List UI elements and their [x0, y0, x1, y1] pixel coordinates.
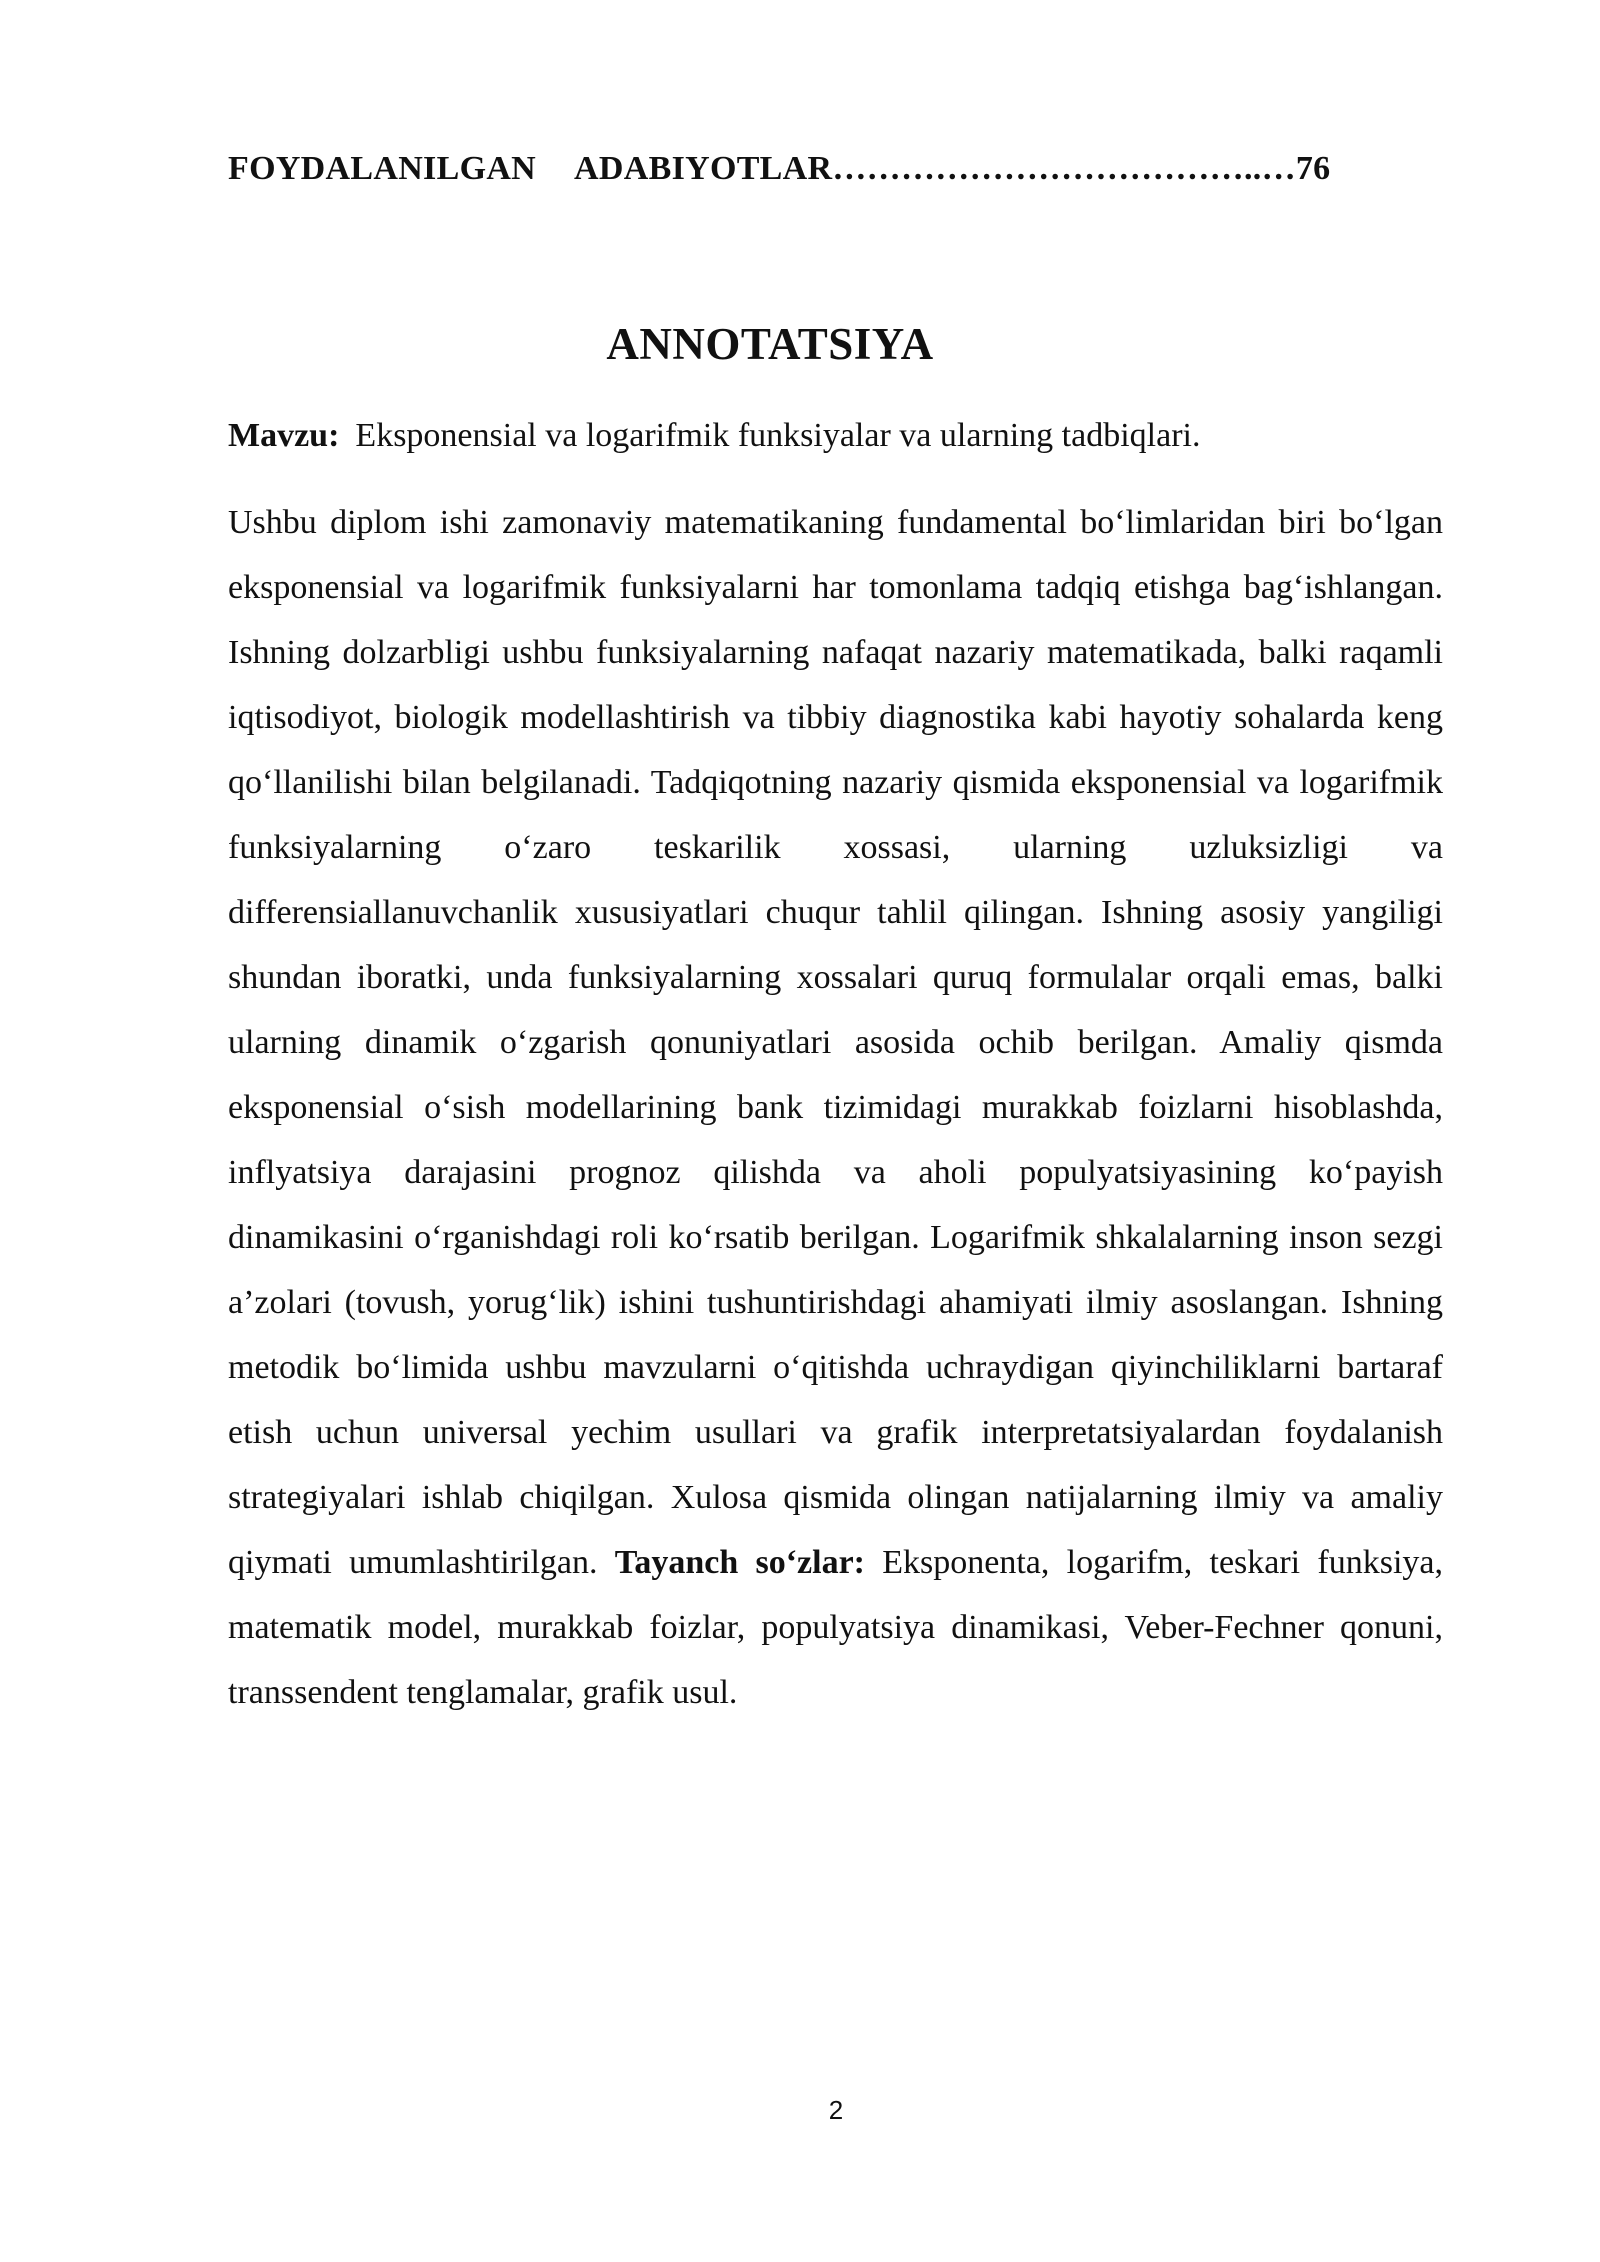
toc-entry-word2: ADABIYOTLAR: [574, 150, 833, 187]
toc-page-number: 76: [1295, 150, 1331, 187]
toc-leader-dots: ………………………………..…: [832, 150, 1296, 187]
toc-entry-word1: FOYDALANILGAN: [228, 150, 537, 187]
toc-entry-references[interactable]: [228, 150, 1438, 188]
page-number: 2: [828, 2095, 844, 2125]
topic-text: Eksponensial va logarifmik funksiyalar va ularning tadbiqlari.: [355, 417, 1201, 454]
keywords-text: Eksponenta, logarifm, teskari funksiya, matematik model, murakkab foizlar, populyatsiya dinamikasi, Veber-Fechner qonuni, transsendent tenglamalar, grafik usul.: [228, 1544, 1443, 1711]
annotation-body: [228, 490, 1443, 1725]
annotation-heading: ANNOTATSIYA: [606, 319, 934, 369]
annotation-body-text: Ushbu diplom ishi zamonaviy matematikaning fundamental bo‘limlaridan biri bo‘lgan eksponensial va logarifmik funksiyalarni har tomonlama tadqiq etishga bag‘ishlangan. Ishning dolzarbligi ushbu funksiyalarning nafaqat nazariy matematikada, balki raqamli iqtisodiyot, biologik modellashtirish va tibbiy diagnostika kabi hayotiy sohalarda keng qo‘llanilishi bilan belgilanadi. Tadqiqotning nazariy qismida eksponensial va logarifmik funksiyalarning o‘zaro teskarilik xossasi, ularning uzluksizligi va differensiallanuvchanlik xususiyatlari chuqur tahlil qilingan. Ishning asosiy yangiligi shundan iboratki, unda funksiyalarning xossalari quruq formulalar orqali emas, balki ularning dinamik o‘zgarish qonuniyatlari asosida ochib berilgan. Amaliy qismda eksponensial o‘sish modellarining bank tizimidagi murakkab foizlarni hisoblashda, inflyatsiya darajasini prognoz qilishda va aholi populyatsiyasining ko‘payish dinamikasini o‘rganishdagi roli ko‘rsatib berilgan. Logarifmik shkalalarning inson sezgi a’zolari (tovush, yorug‘lik) ishini tushuntirishdagi ahamiyati ilmiy asoslangan. Ishning metodik bo‘limida ushbu mavzularni o‘qitishda uchraydigan qiyinchiliklarni bartaraf etish uchun universal yechim usullari va grafik interpretatsiyalardan foydalanish strategiyalari ishlab chiqilgan. Xulosa qismida olingan natijalarning ilmiy va amaliy qiymati umumlashtirilgan.: [228, 504, 1443, 1581]
topic-label: Mavzu:: [228, 417, 340, 454]
topic-line: [228, 412, 1443, 460]
keywords-label: Tayanch so‘zlar:: [614, 1544, 865, 1581]
